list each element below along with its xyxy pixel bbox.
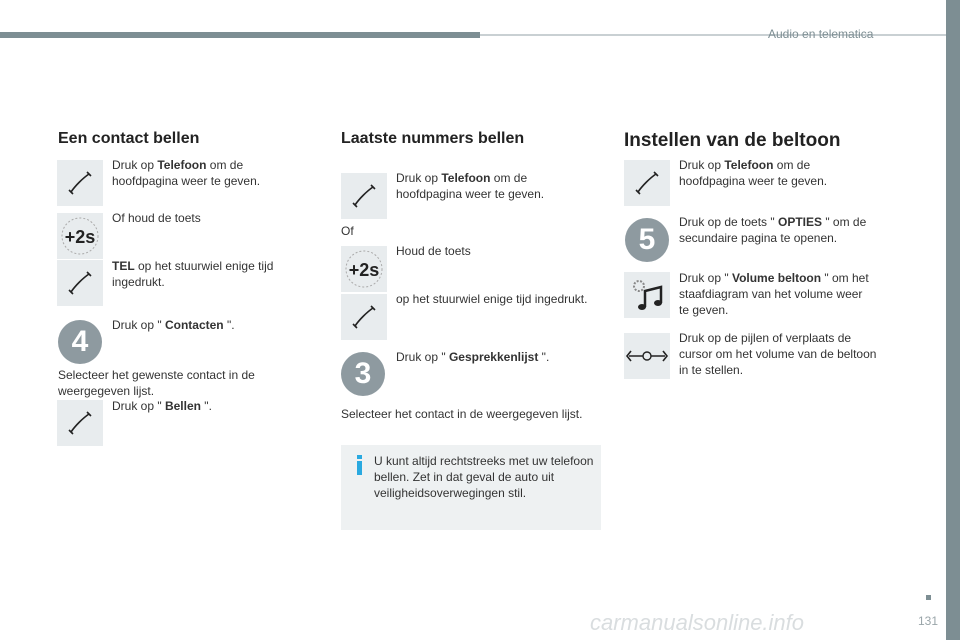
step-number-4: 4 [58, 320, 102, 364]
col3-step1: Druk op Telefoon om de hoofdpagina weer te geven. [679, 158, 828, 188]
watermark: carmanualsonline.info [590, 610, 805, 635]
col2-step3: op het stuurwiel enige tijd ingedrukt. [396, 292, 588, 306]
col2-step4: Druk op " Gesprekkenlijst ". [396, 350, 550, 364]
info-icon [353, 455, 367, 475]
phone-icon [57, 260, 103, 306]
step-number-3: 3 [341, 352, 385, 396]
col3-title: Instellen van de beltoon [624, 130, 841, 151]
header-bar [0, 32, 480, 38]
col1-step5: Selecteer het gewenste contact in de weergegeven lijst. [58, 368, 255, 398]
col2-step1: Druk op Telefoon om de hoofdpagina weer te geven. [396, 171, 545, 201]
col1-step1: Druk op Telefoon om de hoofdpagina weer te geven. [112, 158, 261, 188]
phone-icon [57, 160, 103, 206]
page-number: 131 [918, 614, 939, 628]
col2-step5: Selecteer het contact in de weergegeven lijst. [341, 407, 583, 421]
phone-icon [624, 160, 670, 206]
page-marker [926, 595, 931, 600]
col1-step3: TEL op het stuurwiel enige tijd ingedrukt. [112, 259, 274, 289]
col2-or: Of [341, 224, 354, 238]
header-rule [480, 34, 946, 36]
col2-step2: Houd de toets [396, 244, 471, 258]
col2-title: Laatste nummers bellen [341, 130, 525, 147]
phone-icon [341, 294, 387, 340]
col3-step4: Druk op de pijlen of verplaats de cursor om het volume van de beltoon in te stellen. [679, 331, 877, 377]
hold-2s-label: +2s [348, 260, 380, 280]
col3-step2: Druk op de toets " OPTIES " om de secundaire pagina te openen. [679, 215, 867, 245]
hold-2s-icon [57, 213, 103, 259]
section-header: Audio en telematica [768, 27, 874, 41]
col1-title: Een contact bellen [58, 130, 200, 147]
col1-step6: Druk op " Bellen ". [112, 399, 212, 413]
volume-slider-icon [624, 333, 670, 379]
phone-icon [341, 173, 387, 219]
phone-icon [57, 400, 103, 446]
hold-2s-label: +2s [64, 227, 96, 247]
col3-step3: Druk op " Volume beltoon " om het staafdiagram van het volume weer te geven. [679, 271, 869, 317]
tip-box [341, 445, 601, 530]
col1-step2: Of houd de toets [112, 211, 201, 225]
hold-2s-icon [341, 246, 387, 292]
tip-text: U kunt altijd rechtstreeks met uw telefoon bellen. Zet in dat geval de auto uit veiligheidsoverwegingen stil. [374, 454, 594, 500]
side-tab [946, 0, 960, 640]
step-number-5: 5 [625, 218, 669, 262]
col1-step4: Druk op " Contacten ". [112, 318, 235, 332]
ringtone-settings-icon [624, 272, 670, 318]
